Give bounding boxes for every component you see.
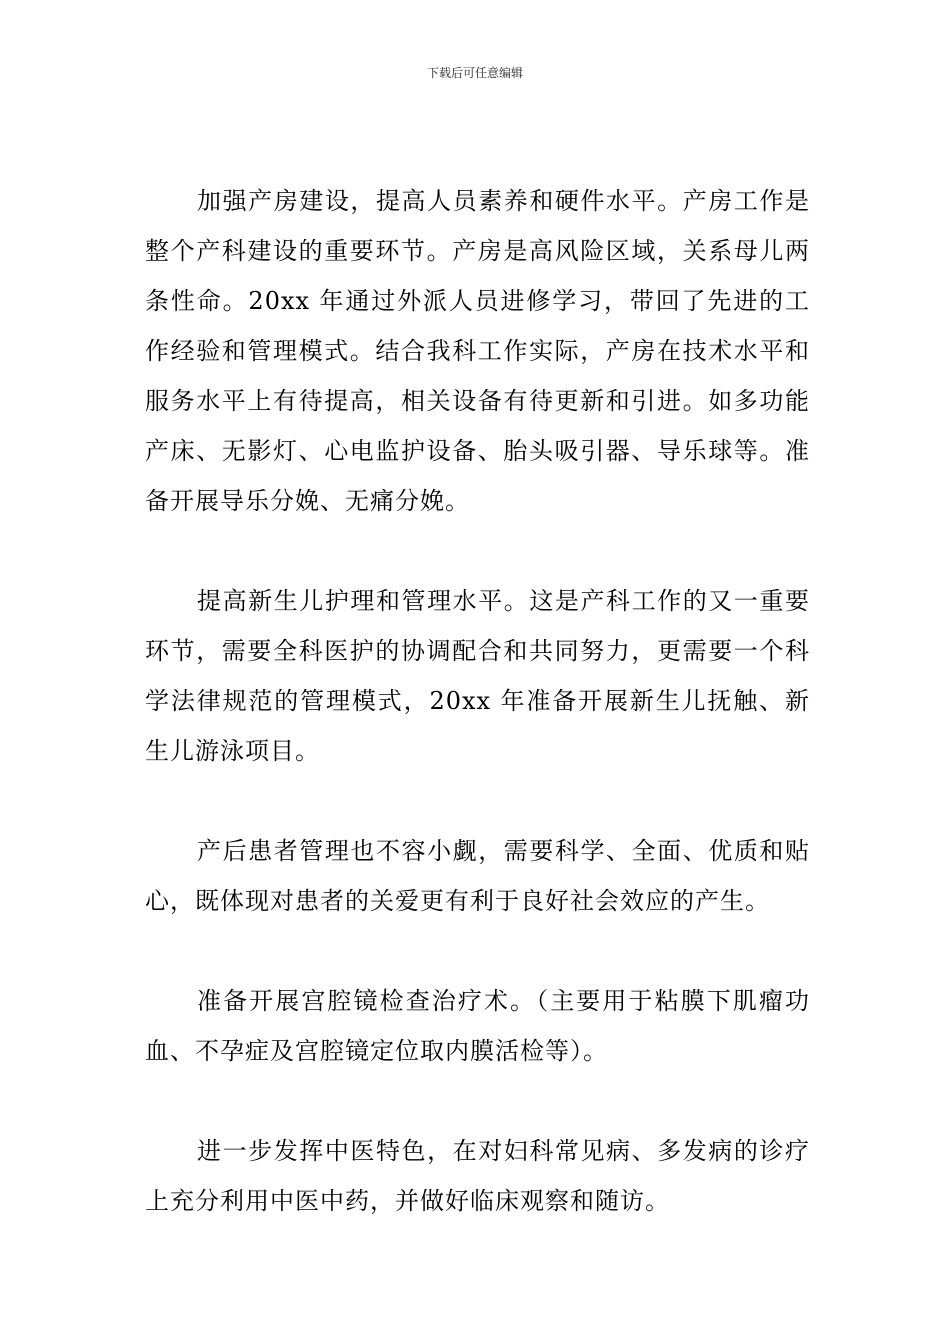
paragraph-chinese-medicine: 进一步发挥中医特色，在对妇科常见病、多发病的诊疗上充分利用中医中药，并做好临床观察和随访。	[145, 1137, 810, 1215]
paragraph-hysteroscopy: 准备开展宫腔镜检查治疗术。（主要用于粘膜下肌瘤功血、不孕症及宫腔镜定位取内膜活检等）。	[145, 987, 810, 1065]
page-header: 下载后可任意编辑	[426, 66, 523, 80]
paragraph-postpartum-management: 产后患者管理也不容小觑，需要科学、全面、优质和贴心，既体现对患者的关爱更有利于良好社会效应的产生。	[145, 837, 810, 915]
paragraph-delivery-room: 加强产房建设，提高人员素养和硬件水平。产房工作是整个产科建设的重要环节。产房是高风险区域，关系母儿两条性命。20xx 年通过外派人员进修学习，带回了先进的工作经验和管理模式。结合我科工作实际，产房在技术水平和服务水平上有待提高，相关设备有待更新和引进。如多功能产床、无影灯、心电监护设备、胎头吸引器、导乐球等。准备开展导乐分娩、无痛分娩。	[145, 187, 810, 515]
paragraph-newborn-care: 提高新生儿护理和管理水平。这是产科工作的又一重要环节，需要全科医护的协调配合和共同努力，更需要一个科学法律规范的管理模式，20xx 年准备开展新生儿抚触、新生儿游泳项目。	[145, 587, 810, 765]
